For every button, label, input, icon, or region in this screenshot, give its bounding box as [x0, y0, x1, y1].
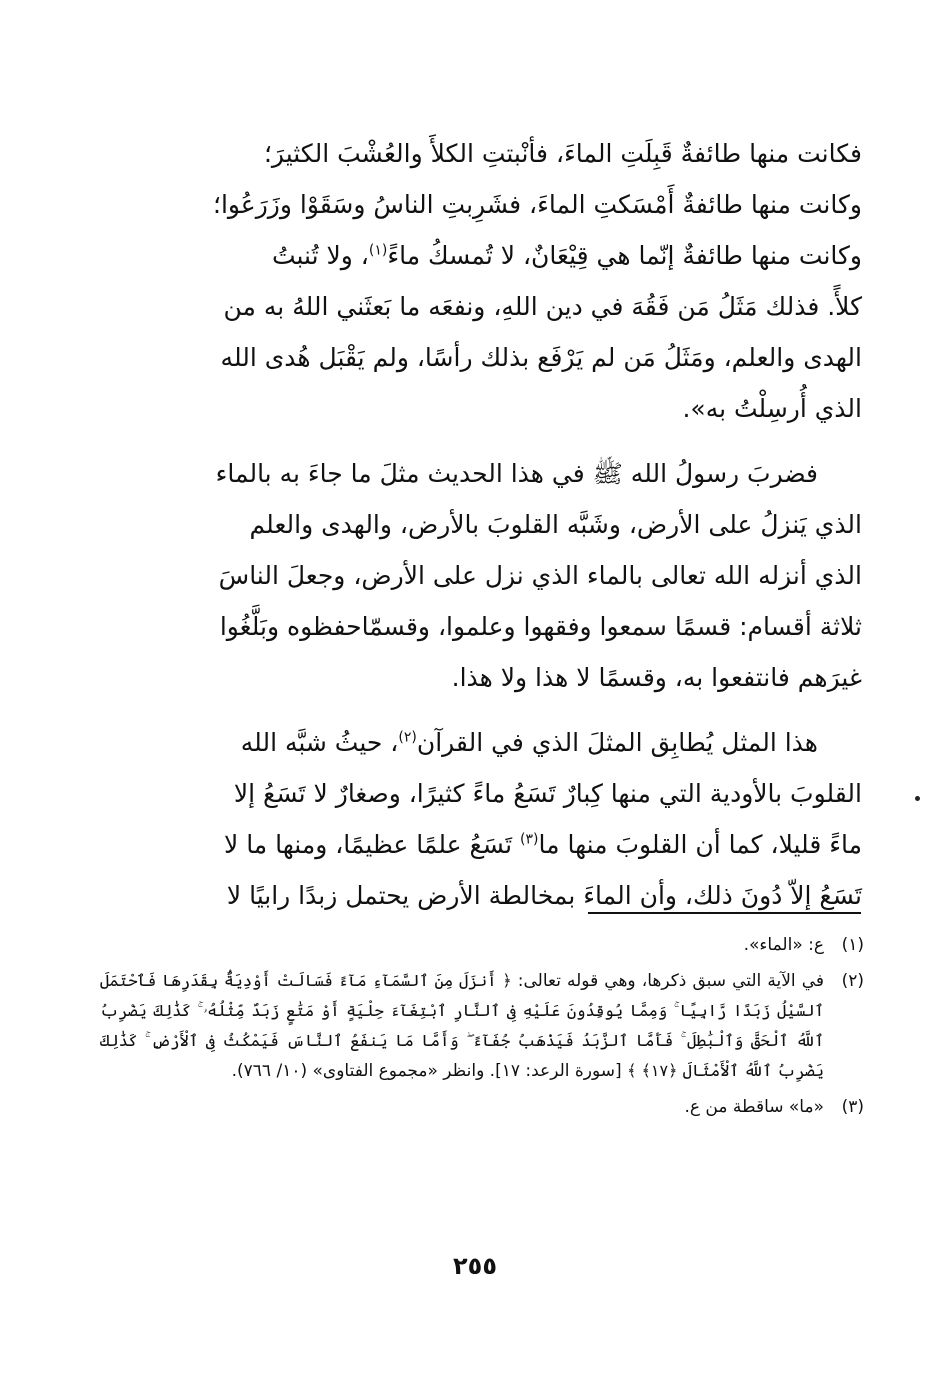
text-line: الذي أنزله الله تعالى بالماء الذي نزل على الأرض، وجعلَ الناسَ — [218, 561, 862, 590]
text-line: القلوبَ بالأودية التي منها كِبارٌ تَسَعُ ماءً كثيرًا، وصغارٌ لا تَسَعُ إلا — [233, 779, 862, 808]
footnote-1 — [100, 930, 864, 960]
footnote-ref-2[interactable]: (٢) — [398, 729, 417, 746]
text-line: تَسَعُ إلاّ دُونَ ذلك، وأن الماءَ بمخالطة الأرض يحتمل زبدًا رابيًا لا — [226, 881, 862, 910]
footnote-text — [100, 966, 824, 1086]
text-span: هذا المثل يُطابِق المثلَ الذي في القرآن — [416, 728, 818, 757]
text-line: غيرَهم فانتفعوا به، وقسمًا لا هذا ولا هذا. — [451, 663, 862, 692]
text-line: فكانت منها طائفةٌ قَبِلَتِ الماءَ، فأنْبتتِ الكلأَ والعُشْبَ الكثيرَ؛ — [263, 139, 862, 168]
paragraph-2 — [146, 448, 862, 703]
footnote-ref-3[interactable]: (٣) — [520, 831, 539, 848]
margin-dot — [915, 796, 920, 801]
text-span: تَسَعُ علمًا عظيمًا، ومنها ما لا — [223, 830, 521, 859]
quran-verse: ﴿ أَنزَلَ مِنَ ٱلسَّمَآءِ مَآءً فَسَالَتْ أَوْدِيَةٌۢ بِقَدَرِهَا فَٱحْتَمَلَ ٱلسَّيْلُ زَبَدًا رَّابِيًا ۚ وَمِمَّا يُوقِدُونَ عَلَيْهِ فِى ٱلنَّارِ ٱبْتِغَآءَ حِلْيَةٍ أَوْ مَتَٰعٍ زَبَدٌ مِّثْلُهُۥ ۚ كَذَٰلِكَ يَضْرِبُ ٱللَّهُ ٱلْحَقَّ وَٱلْبَٰطِلَ ۚ فَأَمَّا ٱلزَّبَدُ فَيَذْهَبُ جُفَآءً ۖ وَأَمَّا مَا يَنفَعُ ٱلنَّاسَ فَيَمْكُثُ فِى ٱلْأَرْضِ ۚ كَذَٰلِكَ يَضْرِبُ ٱللَّهُ ٱلْأَمْثَالَ ﴿١٧﴾ ﴾ — [100, 971, 824, 1080]
footnote-separator — [588, 912, 861, 914]
text-line: الهدى والعلم، ومَثَلُ مَن لم يَرْفَع بذلك رأسًا، ولم يَقْبَل هُدى الله — [220, 343, 862, 372]
text-line: كلأً. فذلك مَثَلُ مَن فَقُهَ في دين اللهِ، ونفعَه ما بَعثَني اللهُ به من — [223, 292, 862, 321]
text-line: وكانت منها طائفةٌ أَمْسَكتِ الماءَ، فشَرِبتِ الناسُ وسَقَوْا وزَرَعُوا؛ — [213, 190, 862, 219]
footnote-3 — [100, 1092, 864, 1122]
page-number: ٢٥٥ — [453, 1252, 497, 1280]
footnote-intro: في الآية التي سبق ذكرها، وهي قوله تعالى: — [517, 971, 824, 991]
text-line — [146, 230, 862, 281]
footnote-number: (٣) — [841, 1097, 864, 1117]
paragraph-3 — [146, 717, 862, 921]
text-span: وكانت منها طائفةٌ إنّما هي قِيْعَانٌ، لا تُمسكُ ماءً — [387, 241, 862, 270]
main-text — [146, 128, 862, 935]
footnotes — [100, 930, 864, 1128]
text-span: ماءً قليلا، كما أن القلوبَ منها ما — [538, 830, 862, 859]
footnote-text: «ما» ساقطة من ع. — [684, 1097, 824, 1117]
text-span: ، ولا تُنبتُ — [271, 241, 369, 270]
footnote-outro: [سورة الرعد: ١٧]. وانظر «مجموع الفتاوى» (١٠/ ٧٦٦). — [231, 1061, 622, 1081]
text-line: فضربَ رسولُ الله ﷺ في هذا الحديث مثلَ ما جاءَ به بالماء — [215, 459, 818, 488]
text-line: الذي يَنزلُ على الأرض، وشَبَّه القلوبَ بالأرض، والهدى والعلم — [249, 510, 862, 539]
footnote-number: (١) — [841, 935, 864, 955]
paragraph-1 — [146, 128, 862, 434]
text-line: الذي أُرسِلْتُ به». — [682, 394, 862, 423]
footnote-text: ع: «الماء». — [743, 935, 824, 955]
footnote-2 — [100, 966, 864, 1086]
footnote-ref-1[interactable]: (١) — [368, 242, 388, 259]
text-line — [146, 819, 862, 870]
text-line: ثلاثة أقسام: قسمًا سمعوا وفقهوا وعلموا، وقسمّاحفظوه وبَلَّغُوا — [219, 612, 862, 641]
text-span: ، حيثُ شبَّه الله — [240, 728, 399, 757]
footnote-number: (٢) — [841, 971, 864, 991]
text-line — [146, 717, 862, 768]
